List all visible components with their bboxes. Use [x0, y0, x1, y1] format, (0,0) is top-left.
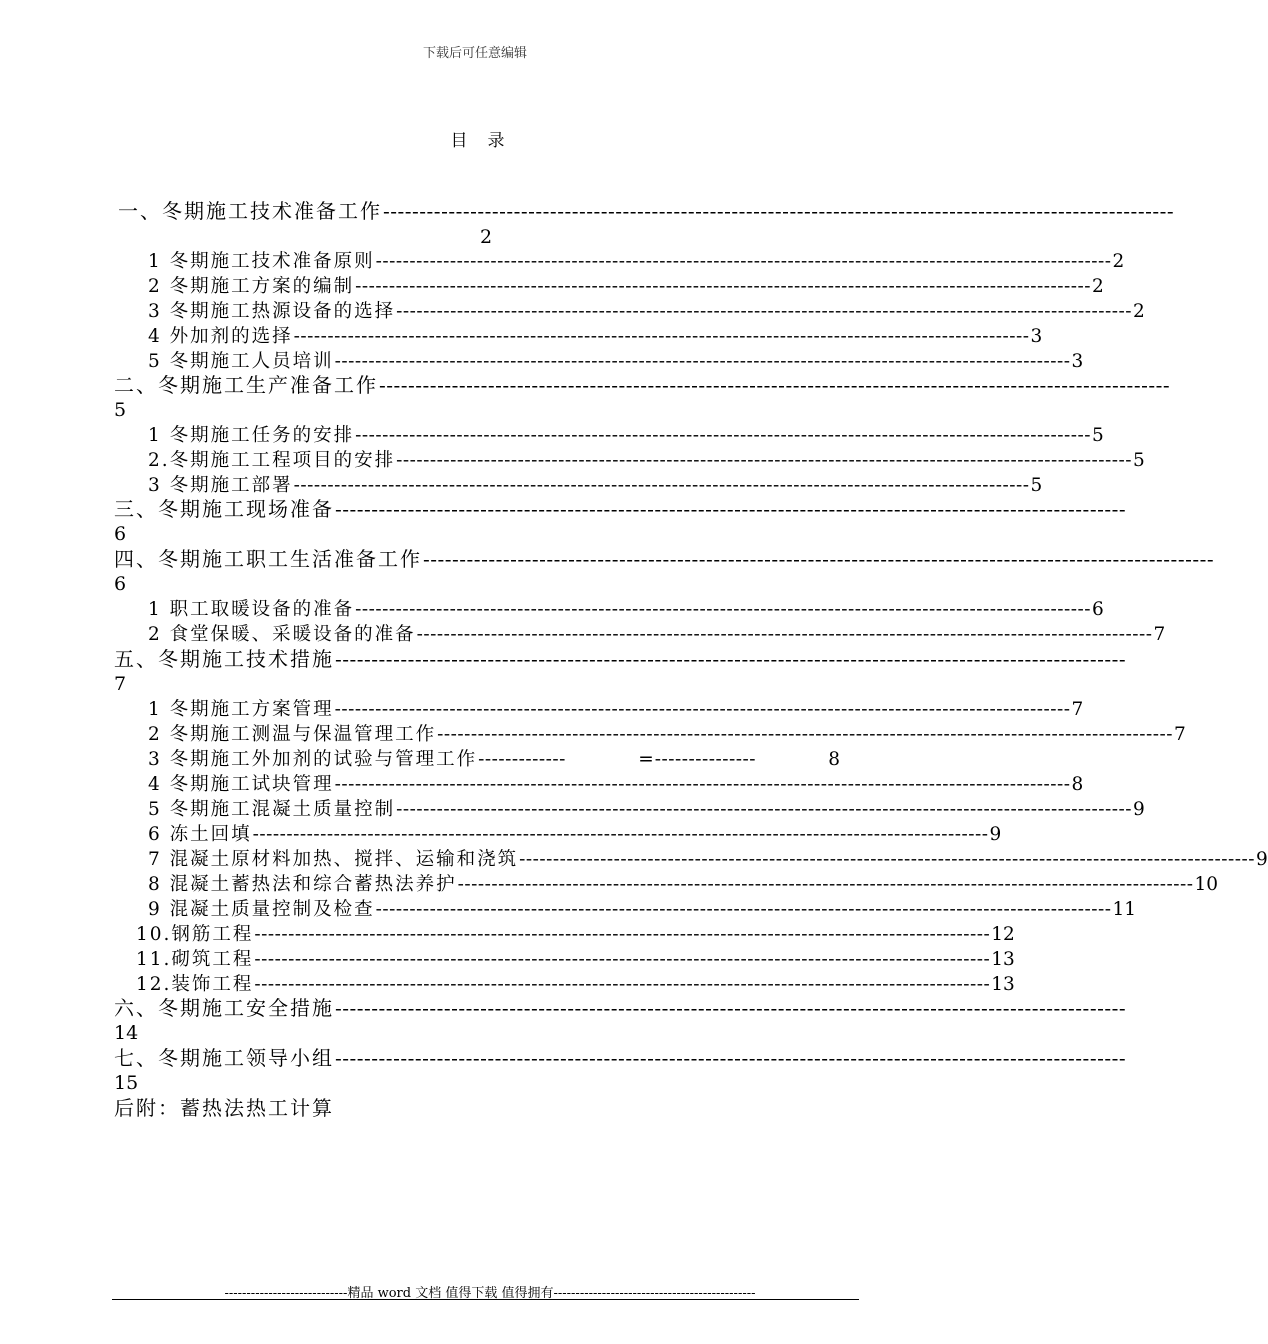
toc-entry-1-2[interactable] — [148, 274, 1104, 299]
toc-label: 5 冬期施工混凝土质量控制 — [148, 799, 396, 820]
leader-dashes: ------------------------------------------------------------------------------------------------------------- — [335, 1046, 1127, 1070]
leader-dashes: ------------------------------------------------------------------------------------------------------------- — [423, 547, 1215, 571]
toc-page-number: 2 — [1092, 276, 1104, 297]
toc-entry-1-3[interactable] — [148, 299, 1145, 324]
toc-entry-5-3[interactable] — [148, 747, 840, 772]
toc-page-section-2: 5 — [114, 399, 127, 421]
toc-label: 六、冬期施工安全措施 — [114, 996, 334, 1020]
toc-page-number: 7 — [1071, 699, 1084, 720]
leader-dashes: ------------------------------------------------------------------------------------------------------------- — [379, 373, 1171, 397]
toc-label: 一、冬期施工技术准备工作 — [118, 199, 382, 223]
toc-entry-section-3[interactable] — [114, 497, 1127, 522]
toc-page-number: 7 — [1174, 724, 1186, 745]
toc-entry-section-6[interactable] — [114, 996, 1127, 1021]
toc-label: 3 冬期施工热源设备的选择 — [148, 301, 396, 322]
toc-entry-1-4[interactable] — [148, 324, 1043, 349]
toc-entry-section-2[interactable] — [114, 373, 1171, 398]
toc-page-number: 9 — [1133, 799, 1145, 820]
toc-page-number: 8 — [828, 749, 841, 770]
toc-title: 目录 — [450, 131, 525, 151]
toc-label: 8 混凝土蓄热法和综合蓄热法养护 — [148, 874, 457, 895]
toc-page-number: 11 — [1112, 899, 1137, 920]
leader-dashes: ------------------------------------------------------------------------------------------------------------- — [254, 924, 991, 945]
toc-entry-5-5[interactable] — [148, 797, 1145, 822]
page-footer: ----------------------------精品 word 文档 值得下载 值得拥有---------------------------------------------- — [224, 1286, 756, 1301]
toc-page-section-4: 6 — [114, 573, 127, 595]
toc-label: 2.冬期施工工程项目的安排 — [148, 450, 396, 471]
leader-dashes: ------------------------------------------------------------------------------------------------------------- — [254, 974, 991, 995]
leader-dashes: ------------------------------------------------------------------------------------------------------------- — [355, 276, 1092, 297]
toc-entry-5-1[interactable] — [148, 697, 1084, 722]
toc-page-section-3: 6 — [114, 523, 127, 545]
toc-entry-1-1[interactable] — [148, 249, 1125, 274]
leader-dashes: ------------------------------------------------------------------------------------------------------------- — [254, 949, 991, 970]
toc-entry-5-4[interactable] — [148, 772, 1084, 797]
toc-page-number: 9 — [1256, 849, 1268, 870]
toc-label: 5 冬期施工人员培训 — [148, 351, 334, 372]
toc-page-number: 6 — [1092, 599, 1104, 620]
leader-dashes: ------------------------------------------------------------------------------------------------------------- — [396, 799, 1133, 820]
toc-entry-5-10[interactable] — [136, 922, 1015, 947]
toc-entry-5-2[interactable] — [148, 722, 1186, 747]
leader-equals-mark: = — [638, 749, 654, 770]
toc-entry-5-6[interactable] — [148, 822, 1002, 847]
toc-label: 3 冬期施工外加剂的试验与管理工作 — [148, 749, 478, 770]
toc-entry-section-1[interactable] — [118, 199, 1175, 224]
leader-dashes: ------------------------------------------------------------------------------------------------------------- — [252, 824, 989, 845]
toc-page-number: 3 — [1071, 351, 1084, 372]
toc-page-number: 2 — [1133, 301, 1145, 322]
toc-label: 2 食堂保暖、采暖设备的准备 — [148, 624, 416, 645]
leader-dashes: ------------------------------------------------------------------------------------------------------------- — [334, 351, 1071, 372]
toc-entry-4-2[interactable] — [148, 622, 1166, 647]
toc-label: 11.砌筑工程 — [136, 949, 254, 970]
toc-label: 后附：蓄热法热工计算 — [114, 1096, 334, 1120]
toc-page-section-6: 14 — [114, 1022, 139, 1044]
toc-entry-2-2[interactable] — [148, 448, 1145, 473]
toc-page-number: 5 — [1133, 450, 1145, 471]
leader-dashes: ------------------------------------------------------------------------------------------------------------- — [355, 425, 1092, 446]
footer-divider — [112, 1299, 859, 1300]
toc-entry-5-9[interactable] — [148, 897, 1137, 922]
toc-page-section-1: 2 — [480, 226, 493, 248]
toc-entry-2-1[interactable] — [148, 423, 1104, 448]
toc-page-number: 13 — [991, 949, 1015, 970]
toc-entry-5-7[interactable] — [148, 847, 1268, 872]
toc-entry-section-4[interactable] — [114, 547, 1215, 572]
leader-dashes: ------------------------------------------------------------------------------------------------------------- — [375, 899, 1112, 920]
toc-entry-appendix[interactable] — [114, 1096, 334, 1121]
toc-entry-2-3[interactable] — [148, 473, 1043, 498]
toc-entry-4-1[interactable] — [148, 597, 1104, 622]
toc-entry-section-5[interactable] — [114, 647, 1127, 672]
leader-dashes: ------------------------------------------------------------------------------------------------------------- — [335, 996, 1127, 1020]
leader-dashes: ------------------------------------------------------------------------------------------------------------- — [293, 326, 1030, 347]
toc-page-number: 5 — [1030, 475, 1043, 496]
toc-entry-5-11[interactable] — [136, 947, 1015, 972]
toc-page-number: 2 — [1112, 251, 1125, 272]
toc-label: 12.装饰工程 — [136, 974, 254, 995]
toc-entry-section-7[interactable] — [114, 1046, 1127, 1071]
leader-dashes: ------------------------------------------------------------------------------------------------------------- — [355, 599, 1092, 620]
toc-label: 7 混凝土原材料加热、搅拌、运输和浇筑 — [148, 849, 519, 870]
leader-dashes: ------------------------------------------------------------------------------------------------------------- — [416, 624, 1153, 645]
leader-dashes: ------------------------------------------------------------------------------------------------------------- — [375, 251, 1112, 272]
toc-label: 2 冬期施工测温与保温管理工作 — [148, 724, 437, 745]
toc-label: 2 冬期施工方案的编制 — [148, 276, 355, 297]
leader-dashes: ------------------------------------------------------------------------------------------------------------- — [519, 849, 1256, 870]
toc-label: 二、冬期施工生产准备工作 — [114, 373, 378, 397]
toc-page-number: 3 — [1030, 326, 1043, 347]
leader-dashes: ------------------------------------------------------------------------------------------------------------- — [396, 301, 1133, 322]
toc-label: 五、冬期施工技术措施 — [114, 647, 334, 671]
leader-dashes: ------------------------------------------------------------------------------------------------------------- — [335, 497, 1127, 521]
toc-label: 6 冻土回填 — [148, 824, 252, 845]
toc-label: 四、冬期施工职工生活准备工作 — [114, 547, 422, 571]
toc-label: 三、冬期施工现场准备 — [114, 497, 334, 521]
leader-dashes: ------------------------------------------------------------------------------------------------------------- — [334, 774, 1071, 795]
toc-page-number: 5 — [1092, 425, 1104, 446]
toc-entry-5-8[interactable] — [148, 872, 1219, 897]
toc-page-number: 9 — [989, 824, 1002, 845]
toc-label: 4 外加剂的选择 — [148, 326, 293, 347]
leader-dashes: ------------------------------------------------------------------------------------------------------------- — [293, 475, 1030, 496]
toc-entry-5-12[interactable] — [136, 972, 1015, 997]
toc-page-number: 7 — [1153, 624, 1166, 645]
toc-label: 9 混凝土质量控制及检查 — [148, 899, 375, 920]
leader-dashes: ------------------------------------------------------------------------------------------------------------- — [437, 724, 1174, 745]
toc-label: 1 冬期施工方案管理 — [148, 699, 334, 720]
toc-label: 1 职工取暖设备的准备 — [148, 599, 355, 620]
toc-label: 七、冬期施工领导小组 — [114, 1046, 334, 1070]
toc-label: 10.钢筋工程 — [136, 924, 254, 945]
leader-dashes: ------------------------------------------------------------------------------------------------------------- — [334, 699, 1071, 720]
leader-dashes: ------------------------------------------------------------------------------------------------------------- — [383, 199, 1175, 223]
leader-dashes: ------------------------------------------------------------------------------------------------------------- — [457, 874, 1194, 895]
page-header: 下载后可任意编辑 — [422, 46, 527, 61]
toc-label: 3 冬期施工部署 — [148, 475, 293, 496]
leader-dashes: --------------- — [654, 749, 756, 770]
leader-dashes: ------------------------------------------------------------------------------------------------------------- — [335, 647, 1127, 671]
toc-label: 1 冬期施工任务的安排 — [148, 425, 355, 446]
toc-page-number: 12 — [991, 924, 1015, 945]
leader-dashes: ------------------------------------------------------------------------------------------------------------- — [396, 450, 1133, 471]
toc-label: 4 冬期施工试块管理 — [148, 774, 334, 795]
toc-page-section-7: 15 — [114, 1072, 139, 1094]
toc-label: 1 冬期施工技术准备原则 — [148, 251, 375, 272]
toc-page-number: 10 — [1194, 874, 1219, 895]
toc-page-section-5: 7 — [114, 673, 127, 695]
toc-page-number: 8 — [1071, 774, 1084, 795]
leader-dashes: ------------- — [478, 749, 566, 770]
toc-entry-1-5[interactable] — [148, 349, 1084, 374]
toc-page-number: 13 — [991, 974, 1015, 995]
